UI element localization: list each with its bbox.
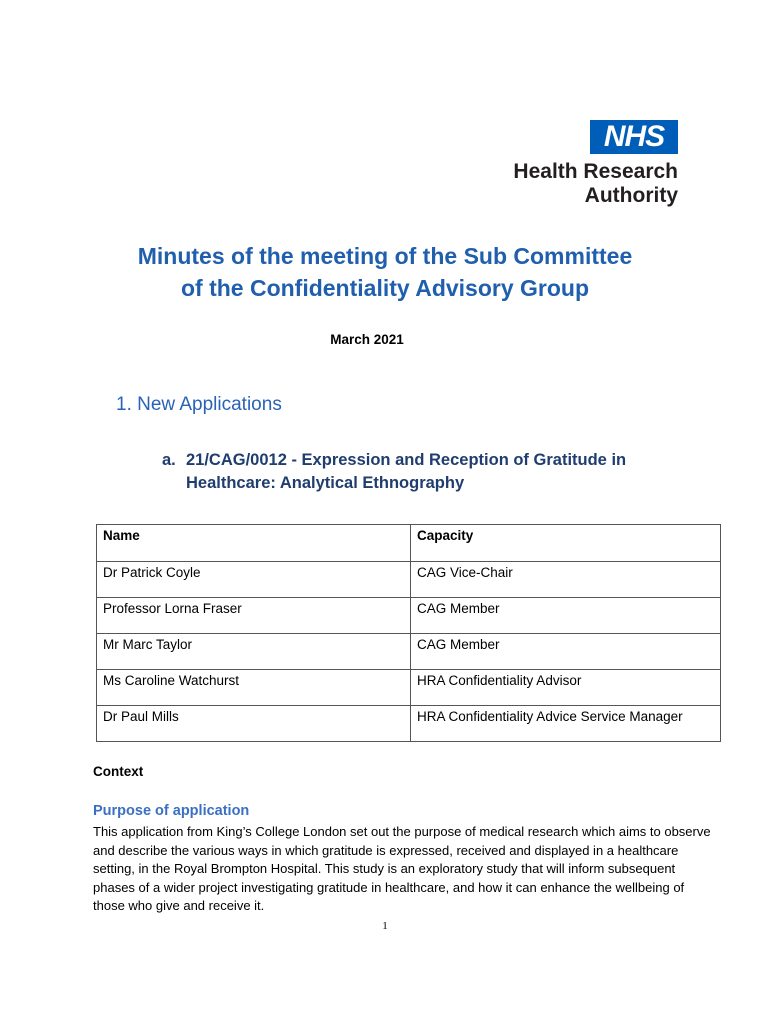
section-heading: 1. New Applications: [116, 394, 282, 415]
table-row: [97, 598, 721, 634]
table-row: [97, 670, 721, 706]
hra-logo: [486, 120, 678, 212]
title-line-2: of the Confidentiality Advisory Group: [180, 275, 590, 301]
application-heading: [162, 449, 702, 495]
header-name: Name: [97, 525, 411, 562]
member-name: Dr Patrick Coyle: [97, 562, 411, 598]
header-capacity: Capacity: [411, 525, 721, 562]
title-line-1: Minutes of the meeting of the Sub Committee: [137, 243, 633, 269]
member-name: Ms Caroline Watchurst: [97, 670, 411, 706]
application-letter: a.: [162, 451, 176, 469]
purpose-heading: Purpose of application: [93, 803, 250, 819]
purpose-paragraph: This application from King’s College London set out the purpose of medical research which aims to observe and describe the various ways in which gratitude is expressed, received and displayed in a healthcare setting, in the Royal Brompton Hospital. This study is an exploratory study that will inform subsequent phases of a wider project investigating gratitude in healthcare, and how it can enhance the wellbeing of those who give and receive it.: [93, 824, 711, 913]
application-title: 21/CAG/0012 - Expression and Reception of Gratitude in Healthcare: Analytical Ethnography: [186, 451, 627, 492]
document-title: [0, 240, 770, 304]
member-capacity: CAG Member: [411, 598, 721, 634]
member-capacity: HRA Confidentiality Advice Service Manager: [411, 706, 721, 742]
table-row: [97, 706, 721, 742]
members-table: [96, 524, 721, 742]
member-capacity: HRA Confidentiality Advisor: [411, 670, 721, 706]
member-capacity: CAG Member: [411, 634, 721, 670]
meeting-date: March 2021: [330, 332, 404, 347]
table-row: [97, 634, 721, 670]
page-number: 1: [382, 920, 388, 932]
member-name: Professor Lorna Fraser: [97, 598, 411, 634]
logo-line-2: Authority: [584, 184, 678, 207]
member-capacity: CAG Vice-Chair: [411, 562, 721, 598]
nhs-logo: NHS: [590, 120, 678, 154]
table-row: [97, 562, 721, 598]
table-header-row: [97, 525, 721, 562]
context-heading: Context: [93, 764, 144, 779]
logo-line-1: Health Research: [513, 160, 678, 183]
member-name: Dr Paul Mills: [97, 706, 411, 742]
member-name: Mr Marc Taylor: [97, 634, 411, 670]
